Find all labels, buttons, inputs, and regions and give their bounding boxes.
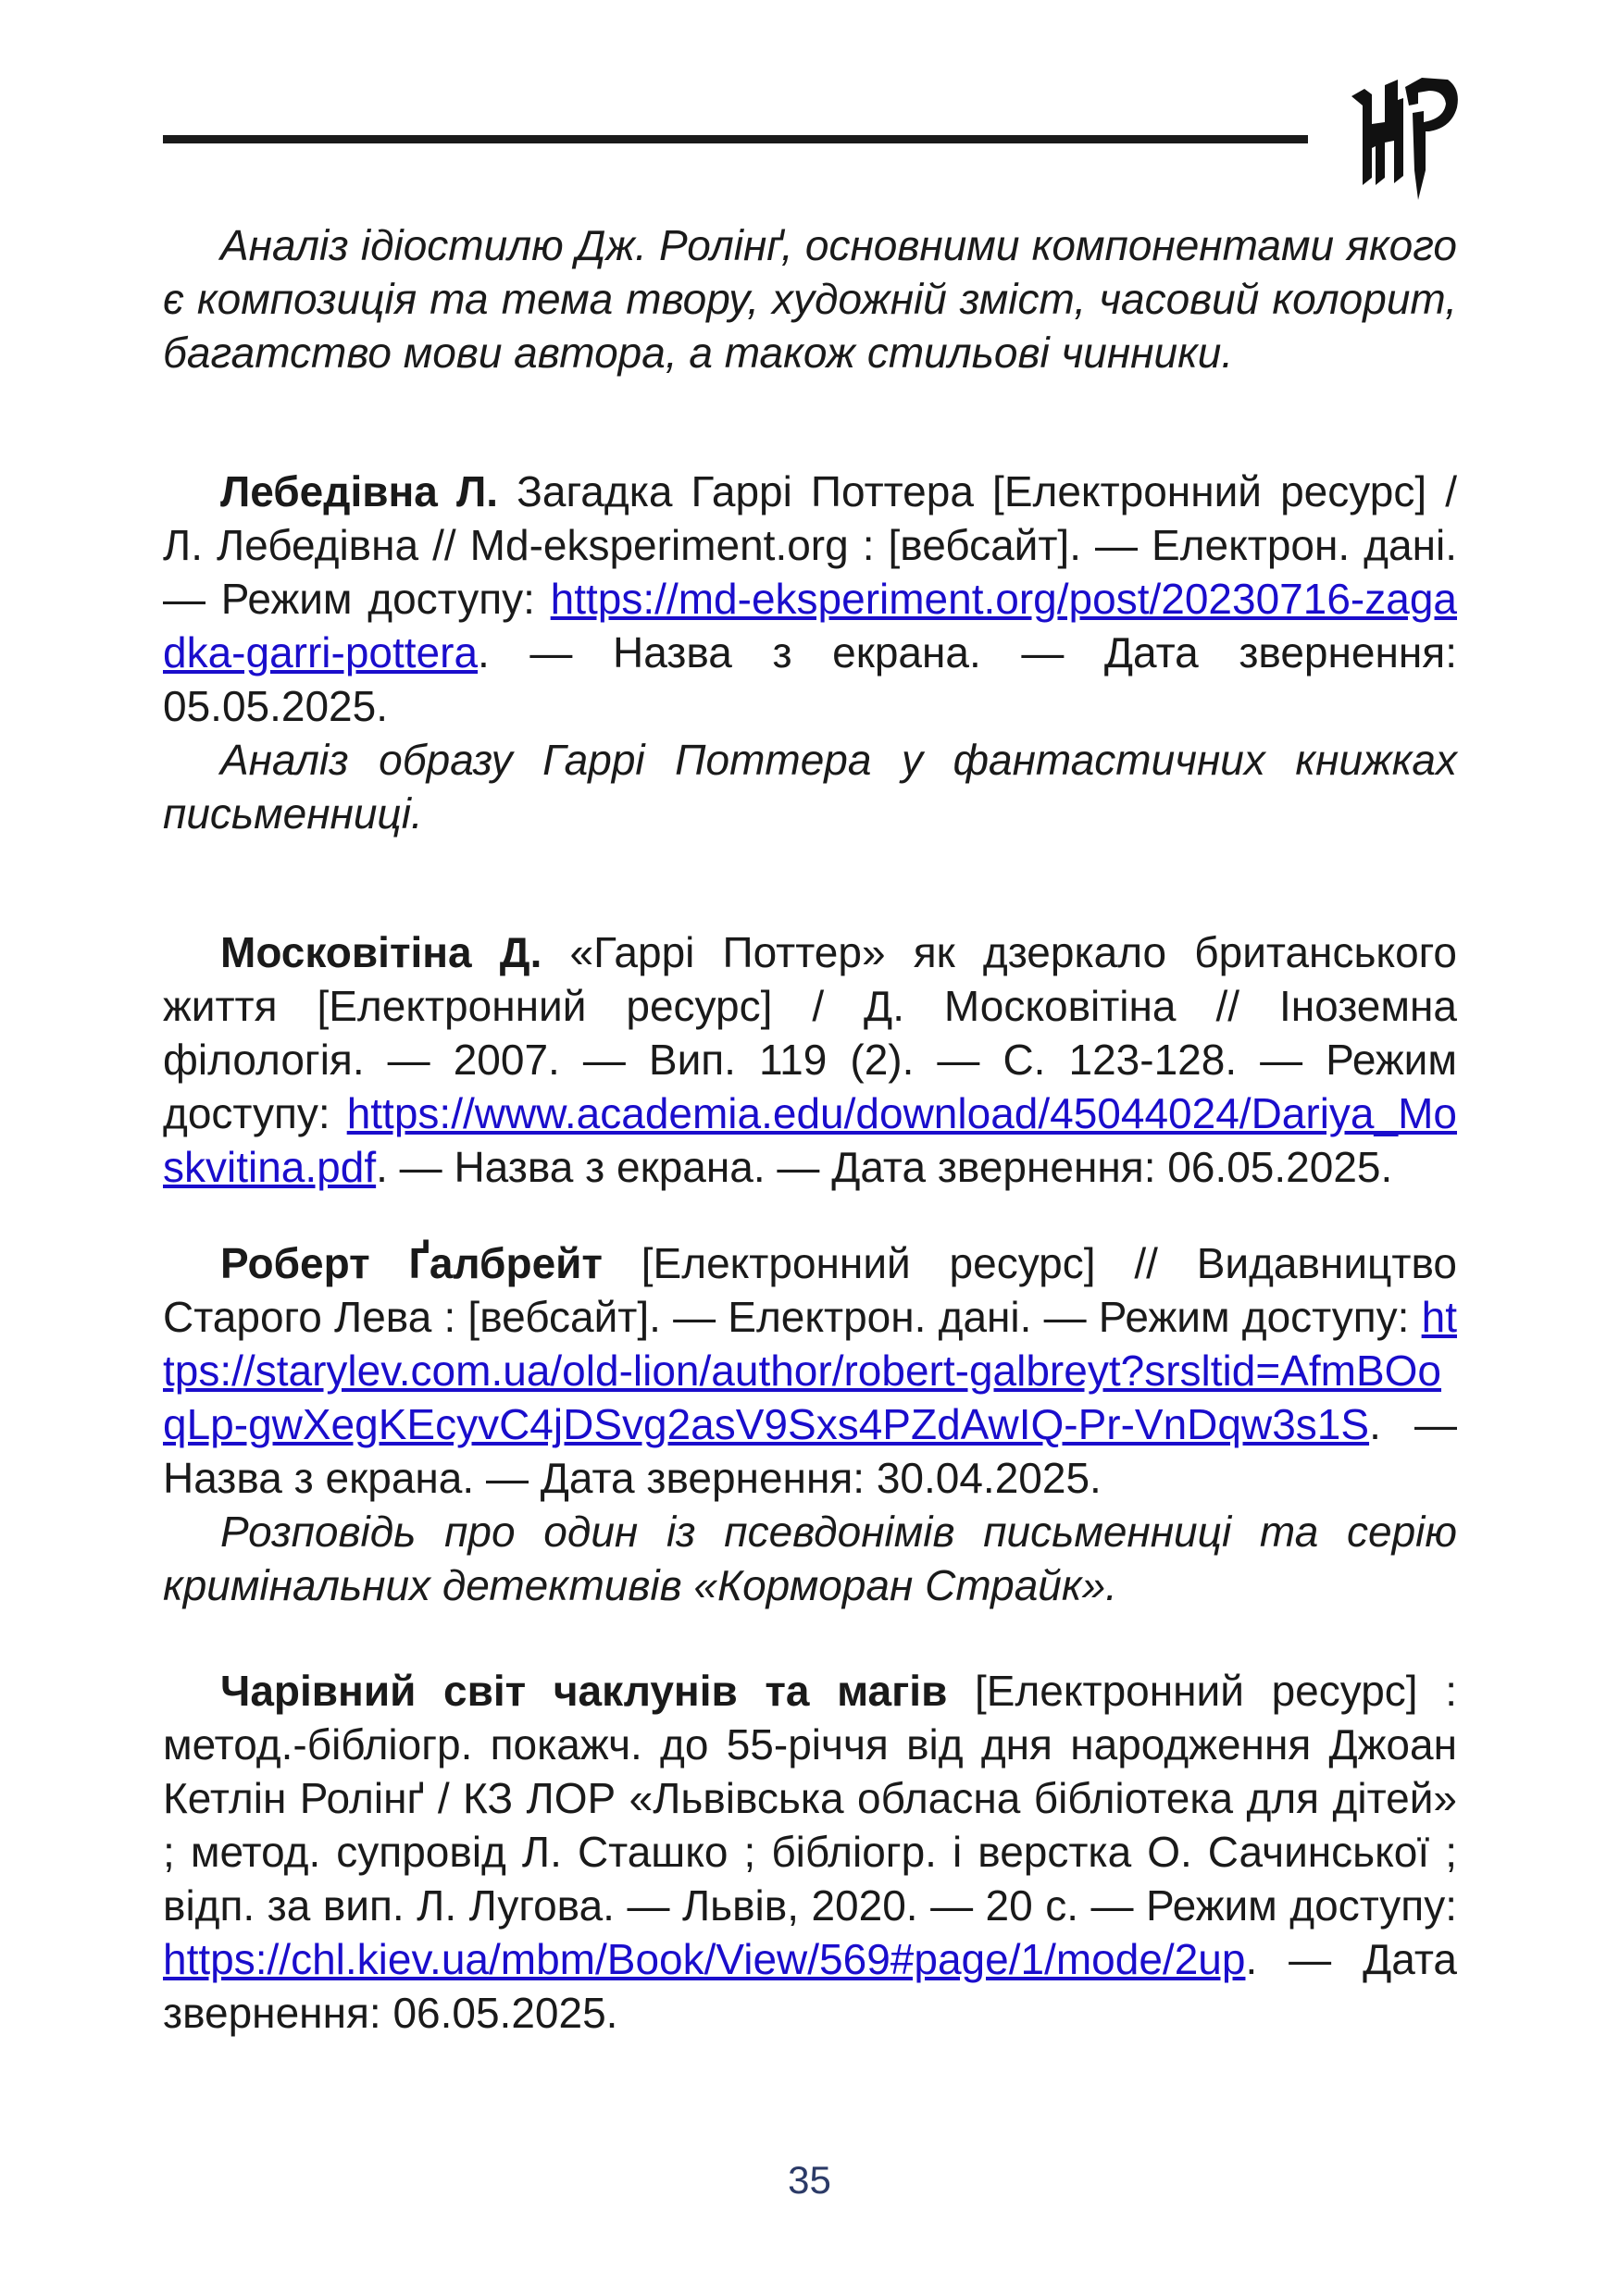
entry-text: [Електронний ресурс] : метод.-бібліогр. покажч. до 55-річчя від дня народження Джоан Кетлін Ролінґ / КЗ ЛОР «Львівська обласна бібліотека для дітей» ; метод. супровід Л. Сташко ; бібліогр. і верстка О. Сачинської ; відп. за вип. Л. Лугова. — Львів, 2020. — 20 с. — Режим доступу: — [163, 1667, 1457, 1930]
bibliography-entry — [163, 1664, 1457, 2040]
entry-text-after: . — Дата звернення: 06.05.2025. — [163, 1935, 1457, 2037]
bibliography-entry — [163, 465, 1457, 733]
bibliography-entry — [163, 1236, 1457, 1505]
annotation: Розповідь про один із псевдонімів письменниці та серію кримінальних детективів «Корморан Страйк». — [163, 1508, 1457, 1609]
bibliography-entry — [163, 925, 1457, 1194]
page-number: 35 — [788, 2158, 831, 2202]
entry-text: «Гаррі Поттер» як дзеркало британського життя [Електронний ресурс] / Д. Московітіна // Іноземна філологія. — 2007. — Вип. 119 (2). — С. 123-128. — Режим доступу: — [163, 928, 1457, 1137]
entry-link[interactable]: https://starylev.com.ua/old-lion/author/robert-galbreyt?srsltid=AfmBOoqLp-gwXegKEcyvC4jDSvg2asV9Sxs4PZdAwIQ-Pr-VnDqw3s1S — [163, 1293, 1457, 1448]
entry-author: Московітіна Д. — [220, 928, 542, 976]
entry-author: Роберт Ґалбрейт — [220, 1239, 603, 1287]
bibliography-content — [163, 218, 1457, 2040]
entry-link[interactable]: https://www.academia.edu/download/45044024/Dariya_Moskvitina.pdf — [163, 1089, 1457, 1191]
harry-potter-hp-logo-icon — [1344, 67, 1464, 204]
entry-link[interactable]: https://md-eksperiment.org/post/20230716-zagadka-garri-pottera — [163, 575, 1457, 676]
header-rule — [163, 135, 1308, 143]
annotation: Аналіз образу Гаррі Поттера у фантастичних книжках письменниці. — [163, 736, 1457, 838]
annotation: Аналіз ідіостилю Дж. Ролінґ, основними компонентами якого є композиція та тема твору, художній зміст, часовий колорит, багатство мови автора, а також стильові чинники. — [163, 221, 1457, 377]
entry-text-after: . — Назва з екрана. — Дата звернення: 05.05.2025. — [163, 628, 1457, 730]
entry-text-after: . — Назва з екрана. — Дата звернення: 06.05.2025. — [376, 1143, 1393, 1191]
entry-text: Загадка Гаррі Поттера [Електронний ресурс] / Л. Лебедівна // Md-eksperiment.org : [вебсайт]. — Електрон. дані. — Режим доступу: — [163, 467, 1457, 623]
entry-link[interactable]: https://chl.kiev.ua/mbm/Book/View/569#page/1/mode/2up — [163, 1935, 1246, 1983]
entry-text-after: . — Назва з екрана. — Дата звернення: 30.04.2025. — [163, 1400, 1457, 1502]
entry-text: [Електронний ресурс] // Видавництво Старого Лева : [вебсайт]. — Електрон. дані. — Режим доступу: — [163, 1239, 1457, 1341]
entry-author: Чарівний світ чаклунів та магів — [220, 1667, 948, 1715]
entry-author: Лебедівна Л. — [220, 467, 499, 515]
